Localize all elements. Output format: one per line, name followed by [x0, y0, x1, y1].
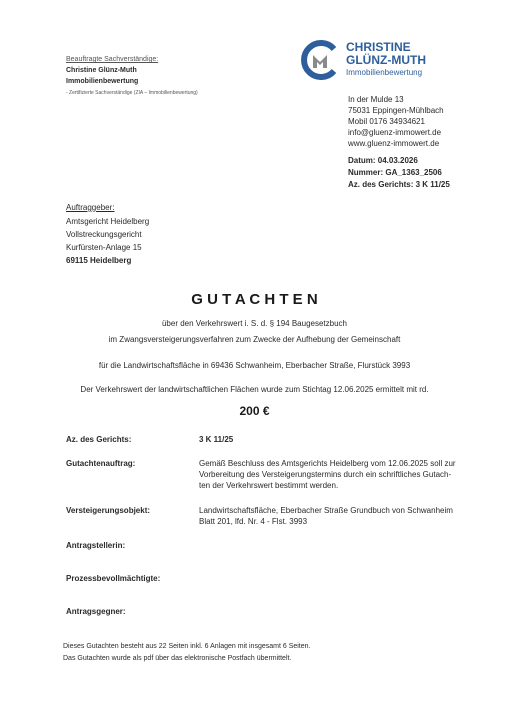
intro-line2: im Zwangsversteigerungsverfahren zum Zwecke der Aufhebung der Gemeinschaft	[108, 335, 401, 344]
row-label-attorney: Prozessbevollmächtigte:	[66, 574, 161, 583]
intro-line1: über den Verkehrswert i. S. d. § 194 Baugesetzbuch	[161, 319, 347, 328]
market-value: 200 €	[239, 404, 270, 418]
row-value-order-3: ten der Verkehrswert bestimmt werden.	[199, 481, 339, 490]
client-line2: Vollstreckungsgericht	[66, 230, 142, 239]
row-value-court-ref: 3 K 11/25	[199, 435, 234, 444]
logo-line2: GLÜNZ-MUTH	[346, 53, 426, 67]
client-line4: 69115 Heidelberg	[66, 256, 132, 265]
sender-heading: Beauftragte Sachverständige:	[66, 56, 159, 63]
row-label-respondent: Antragsgegner:	[66, 607, 126, 616]
sender-name: Christine Glünz-Muth	[66, 67, 137, 74]
sender-role: Immobilienbewertung	[66, 78, 139, 85]
footer-line1: Dieses Gutachten besteht aus 22 Seiten inkl. 6 Anlagen mit insgesamt 6 Seiten.	[63, 643, 311, 650]
logo-line1: CHRISTINE	[346, 40, 411, 54]
document-title: G U T A C H T E N	[191, 291, 318, 308]
doc-number: Nummer: GA_1363_2506	[348, 168, 442, 177]
row-value-order-1: Gemäß Beschluss des Amtsgerichts Heidelberg vom 12.06.2025 soll zur	[199, 459, 456, 468]
row-label-court-ref: Az. des Gerichts:	[66, 435, 132, 444]
row-value-object-1: Landwirtschaftsfläche, Eberbacher Straße Grundbuch von Schwanheim	[199, 506, 453, 515]
logo-tagline: Immobilienbewertung	[346, 68, 423, 77]
contact-mobile: Mobil 0176 34934621	[348, 117, 425, 126]
contact-email[interactable]: info@gluenz-immowert.de	[348, 128, 442, 137]
doc-court-ref: Az. des Gerichts: 3 K 11/25	[348, 180, 450, 189]
row-value-object-2: Blatt 201, lfd. Nr. 4 - Flst. 3993	[199, 517, 308, 526]
intro-line4: Der Verkehrswert der landwirtschaftlichen Flächen wurde zum Stichtag 12.06.2025 ermittelt mit rd.	[80, 385, 429, 394]
client-line1: Amtsgericht Heidelberg	[66, 217, 150, 226]
doc-date: Datum: 04.03.2026	[348, 156, 418, 165]
row-label-object: Versteigerungsobjekt:	[66, 506, 151, 515]
row-label-order: Gutachtenauftrag:	[66, 459, 136, 468]
contact-web[interactable]: www.gluenz-immowert.de	[348, 139, 440, 148]
client-line3: Kurfürsten-Anlage 15	[66, 243, 142, 252]
sender-cert: - Zertifizierte Sachverständige (ZIA – Immobilienbewertung)	[66, 90, 198, 96]
contact-street: In der Mulde 13	[348, 95, 404, 104]
company-logo-icon	[300, 40, 340, 80]
footer-line2: Das Gutachten wurde als pdf über das elektronische Postfach übermittelt.	[63, 655, 292, 662]
client-heading: Auftraggeber:	[66, 203, 115, 212]
contact-city: 75031 Eppingen-Mühlbach	[348, 106, 444, 115]
row-value-order-2: Vorbereitung des Versteigerungstermins durch ein schriftliches Gutach-	[199, 470, 452, 479]
row-label-applicant: Antragstellerin:	[66, 541, 126, 550]
intro-line3: für die Landwirtschaftsfläche in 69436 Schwanheim, Eberbacher Straße, Flurstück 3993	[98, 361, 411, 370]
